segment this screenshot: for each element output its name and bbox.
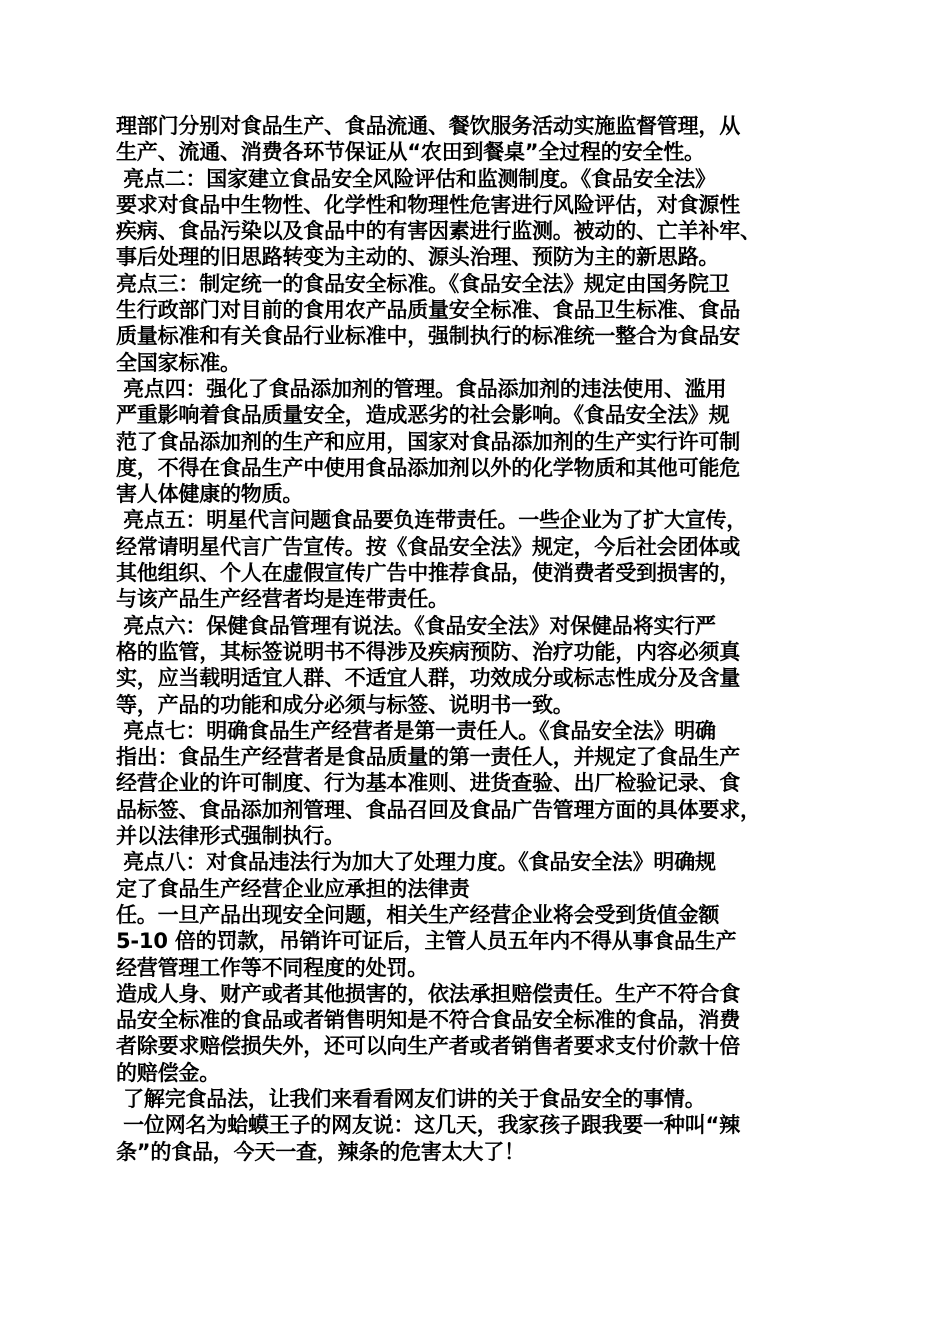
text-line: 者除要求赔偿损失外，还可以向生产者或者销售者要求支付价款十倍 xyxy=(116,1034,740,1059)
text-line: 范了食品添加剂的生产和应用，国家对食品添加剂的生产实行许可制 xyxy=(116,429,740,454)
text-line: 生产、流通、消费各环节保证从“农田到餐桌”全过程的安全性。 xyxy=(116,140,705,165)
text-line: 并以法律形式强制执行。 xyxy=(116,824,345,849)
text-line: 条”的食品，今天一查，辣条的危害太大了！ xyxy=(116,1139,525,1164)
text-line: 生行政部门对目前的食用农产品质量安全标准、食品卫生标准、食品 xyxy=(116,298,740,323)
text-line: 经营管理工作等不同程度的处罚。 xyxy=(116,955,428,980)
text-line: 疾病、食品污染以及食品中的有害因素进行监测。被动的、亡羊补牢、 xyxy=(116,219,761,244)
text-line: 等，产品的功能和成分必须与标签、说明书一致。 xyxy=(116,692,574,717)
text-line: 任。一旦产品出现安全问题，相关生产经营企业将会受到货值金额 xyxy=(116,902,720,927)
text-line: 实，应当载明适宜人群、不适宜人群，功效成分或标志性成分及含量 xyxy=(116,666,740,691)
text-line: 与该产品生产经营者均是连带责任。 xyxy=(116,587,449,612)
text-line: 5-10 倍的罚款，吊销许可证后，主管人员五年内不得从事食品生产 xyxy=(116,929,737,954)
text-line: 亮点四：强化了食品添加剂的管理。食品添加剂的违法使用、滥用 xyxy=(116,376,727,401)
document-body-text xyxy=(116,113,846,1165)
text-line: 一位网名为蛤蟆王子的网友说：这几天，我家孩子跟我要一种叫“辣 xyxy=(116,1113,740,1138)
text-line: 的赔偿金。 xyxy=(116,1060,220,1085)
text-line: 格的监管，其标签说明书不得涉及疾病预防、治疗功能，内容必须真 xyxy=(116,639,740,664)
text-line: 事后处理的旧思路转变为主动的、源头治理、预防为主的新思路。 xyxy=(116,245,720,270)
text-line: 品安全标准的食品或者销售明知是不符合食品安全标准的食品，消费 xyxy=(116,1008,740,1033)
text-line: 全国家标准。 xyxy=(116,350,241,375)
text-line: 定了食品生产经营企业应承担的法律责 xyxy=(116,876,470,901)
text-line: 了解完食品法，让我们来看看网友们讲的关于食品安全的事情。 xyxy=(116,1086,706,1111)
text-line: 亮点五：明星代言问题食品要负连带责任。一些企业为了扩大宣传， xyxy=(116,508,748,533)
text-line: 其他组织、个人在虚假宣传广告中推荐食品，使消费者受到损害的， xyxy=(116,561,740,586)
text-line: 亮点八：对食品违法行为加大了处理力度。《食品安全法》明确规 xyxy=(116,850,716,875)
text-line: 害人体健康的物质。 xyxy=(116,482,304,507)
text-line: 指出：食品生产经营者是食品质量的第一责任人，并规定了食品生产 xyxy=(116,745,740,770)
text-line: 品标签、食品添加剂管理、食品召回及食品广告管理方面的具体要求， xyxy=(116,797,761,822)
text-line: 经营企业的许可制度、行为基本准则、进货查验、出厂检验记录、食 xyxy=(116,771,740,796)
text-line: 亮点六：保健食品管理有说法。《食品安全法》对保健品将实行严 xyxy=(116,613,716,638)
text-line: 质量标准和有关食品行业标准中，强制执行的标准统一整合为食品安 xyxy=(116,324,740,349)
text-line: 亮点二：国家建立食品安全风险评估和监测制度。《食品安全法》 xyxy=(116,166,716,191)
text-line: 经常请明星代言广告宣传。按《食品安全法》规定，今后社会团体或 xyxy=(116,534,740,559)
text-line: 理部门分别对食品生产、食品流通、餐饮服务活动实施监督管理，从 xyxy=(116,114,740,138)
text-line: 严重影响着食品质量安全，造成恶劣的社会影响。《食品安全法》规 xyxy=(116,403,730,428)
text-line: 亮点三：制定统一的食品安全标准。《食品安全法》规定由国务院卫 xyxy=(116,271,730,296)
text-line: 要求对食品中生物性、化学性和物理性危害进行风险评估，对食源性 xyxy=(116,192,740,217)
text-line: 造成人身、财产或者其他损害的，依法承担赔偿责任。生产不符合食 xyxy=(116,981,740,1006)
text-line: 度，不得在食品生产中使用食品添加剂以外的化学物质和其他可能危 xyxy=(116,455,740,480)
text-line: 亮点七：明确食品生产经营者是第一责任人。《食品安全法》明确 xyxy=(116,718,716,743)
